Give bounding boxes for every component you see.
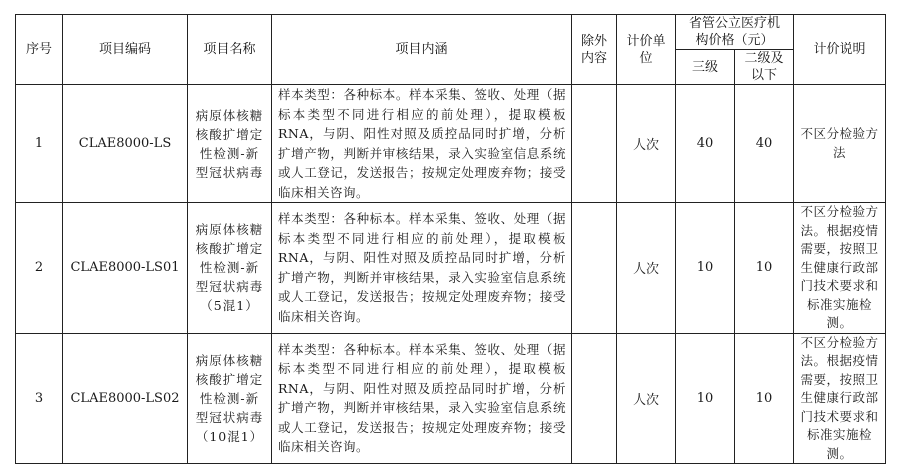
header-level3: 三级	[676, 50, 735, 85]
header-level2: 二级及以下	[735, 50, 794, 85]
header-exclude: 除外内容	[572, 15, 617, 85]
cell-level2: 40	[735, 85, 794, 203]
cell-level3: 10	[676, 203, 735, 334]
header-code: 项目编码	[63, 15, 188, 85]
header-note: 计价说明	[794, 15, 886, 85]
cell-code: CLAE8000-LS02	[63, 333, 188, 464]
header-price-group: 省管公立医疗机构价格（元）	[676, 15, 794, 50]
cell-content: 样本类型：各种标本。样本采集、签收、处理（据标本类型不同进行相应的前处理），提取模板RNA，与阴、阳性对照及质控品同时扩增，分析扩增产物，判断并审核结果，录入实验室信息系统或人工登记，发送报告；按规定处理废弃物；接受临床相关咨询。	[272, 203, 572, 334]
cell-unit: 人次	[617, 85, 676, 203]
pricing-table-wrapper	[15, 14, 885, 464]
pricing-table	[15, 14, 886, 464]
cell-seq: 2	[16, 203, 63, 334]
cell-level2: 10	[735, 333, 794, 464]
cell-note: 不区分检验方法。根据疫情需要，按照卫生健康行政部门技术要求和标准实施检测。	[794, 203, 886, 334]
cell-seq: 3	[16, 333, 63, 464]
cell-exclude	[572, 333, 617, 464]
header-seq: 序号	[16, 15, 63, 85]
cell-code: CLAE8000-LS01	[63, 203, 188, 334]
cell-level2: 10	[735, 203, 794, 334]
cell-code: CLAE8000-LS	[63, 85, 188, 203]
cell-unit: 人次	[617, 203, 676, 334]
cell-name: 病原体核糖核酸扩增定性检测-新型冠状病毒	[188, 85, 272, 203]
table-row	[16, 85, 886, 203]
cell-content: 样本类型：各种标本。样本采集、签收、处理（据标本类型不同进行相应的前处理），提取模板RNA，与阴、阳性对照及质控品同时扩增，分析扩增产物，判断并审核结果，录入实验室信息系统或人工登记，发送报告；按规定处理废弃物；接受临床相关咨询。	[272, 333, 572, 464]
cell-name: 病原体核糖核酸扩增定性检测-新型冠状病毒（5混1）	[188, 203, 272, 334]
cell-name: 病原体核糖核酸扩增定性检测-新型冠状病毒（10混1）	[188, 333, 272, 464]
cell-note: 不区分检验方法。根据疫情需要，按照卫生健康行政部门技术要求和标准实施检测。	[794, 333, 886, 464]
header-row-top	[16, 15, 886, 50]
cell-note: 不区分检验方法	[794, 85, 886, 203]
cell-exclude	[572, 203, 617, 334]
header-unit: 计价单位	[617, 15, 676, 85]
table-row	[16, 333, 886, 464]
cell-level3: 40	[676, 85, 735, 203]
cell-seq: 1	[16, 85, 63, 203]
table-row	[16, 203, 886, 334]
cell-unit: 人次	[617, 333, 676, 464]
cell-exclude	[572, 85, 617, 203]
cell-level3: 10	[676, 333, 735, 464]
header-content: 项目内涵	[272, 15, 572, 85]
header-name: 项目名称	[188, 15, 272, 85]
cell-content: 样本类型：各种标本。样本采集、签收、处理（据标本类型不同进行相应的前处理），提取模板RNA，与阴、阳性对照及质控品同时扩增，分析扩增产物，判断并审核结果，录入实验室信息系统或人工登记，发送报告；按规定处理废弃物；接受临床相关咨询。	[272, 85, 572, 203]
